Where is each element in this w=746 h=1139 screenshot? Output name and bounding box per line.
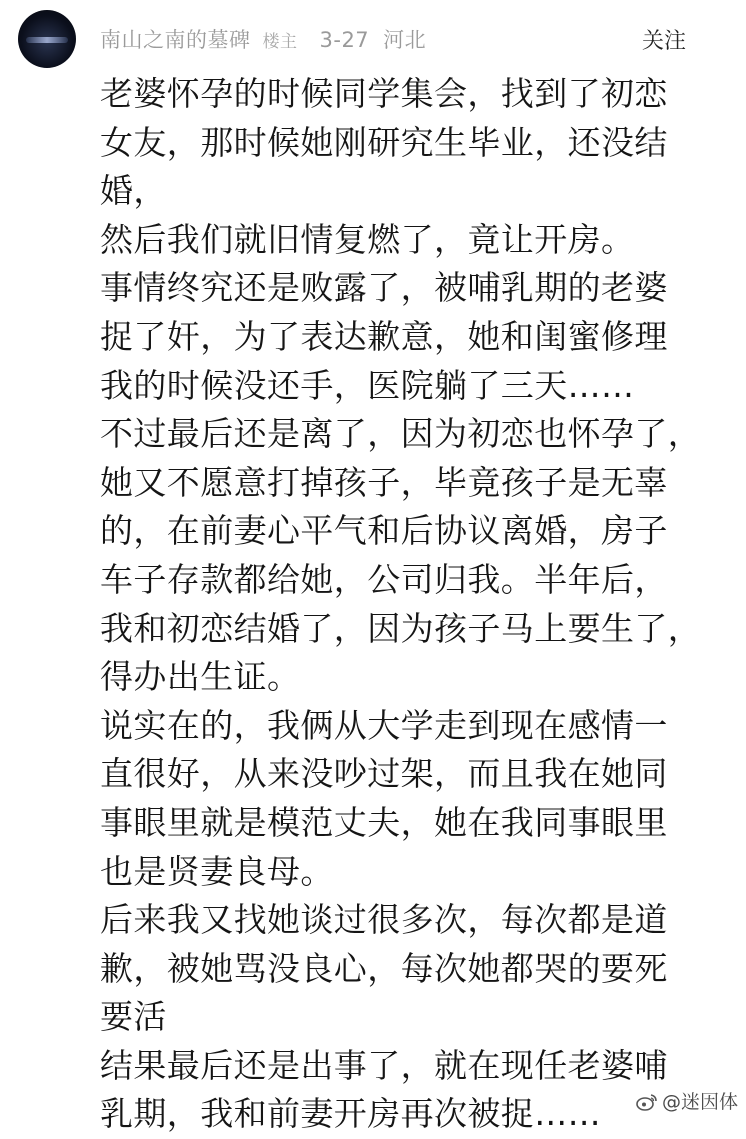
weibo-icon: [636, 1093, 658, 1111]
watermark: [636, 1087, 738, 1114]
paragraph: 不过最后还是离了，因为初恋也怀孕了， 她又不愿意打掉孩子，毕竟孩子是无辜 的，在前妻心平气和后协议离婚，房子 车子存款都给她，公司归我。半年后， 我和初恋结婚了，因为孩子马上要生了， 得办出生证。: [100, 414, 702, 697]
paragraph: 老婆怀孕的时候同学集会，找到了初恋 女友，那时候她刚研究生毕业，还没结婚， 然后我们就旧情复燃了，竟让开房。: [100, 74, 668, 259]
username[interactable]: 南山之南的墓碑: [100, 28, 251, 52]
post-location: 河北: [383, 28, 427, 52]
watermark-text: @迷因体: [661, 1091, 738, 1113]
post-meta: [100, 24, 426, 54]
op-badge: 楼主: [262, 32, 298, 52]
post-header: [0, 0, 746, 80]
paragraph: 结果最后还是出事了，就在现任老婆哺 乳期，我和前妻开房再次被捉……: [100, 1045, 668, 1134]
paragraph: 事情终究还是败露了，被哺乳期的老婆 捉了奸，为了表达歉意，她和闺蜜修理 我的时候没还手，医院躺了三天……: [100, 268, 668, 405]
paragraph: 说实在的，我俩从大学走到现在感情一 直很好，从来没吵过架，而且我在她同 事眼里就是模范丈夫，她在我同事眼里 也是贤妻良母。: [100, 705, 668, 891]
paragraph: 后来我又找她谈过很多次，每次都是道 歉，被她骂没良心，每次她都哭的要死 要活: [100, 900, 668, 1037]
avatar[interactable]: [18, 10, 76, 68]
post-date: 3-27: [319, 28, 370, 52]
avatar-image: [26, 37, 68, 43]
post-body: [100, 70, 730, 1139]
follow-button[interactable]: 关注: [641, 29, 686, 54]
